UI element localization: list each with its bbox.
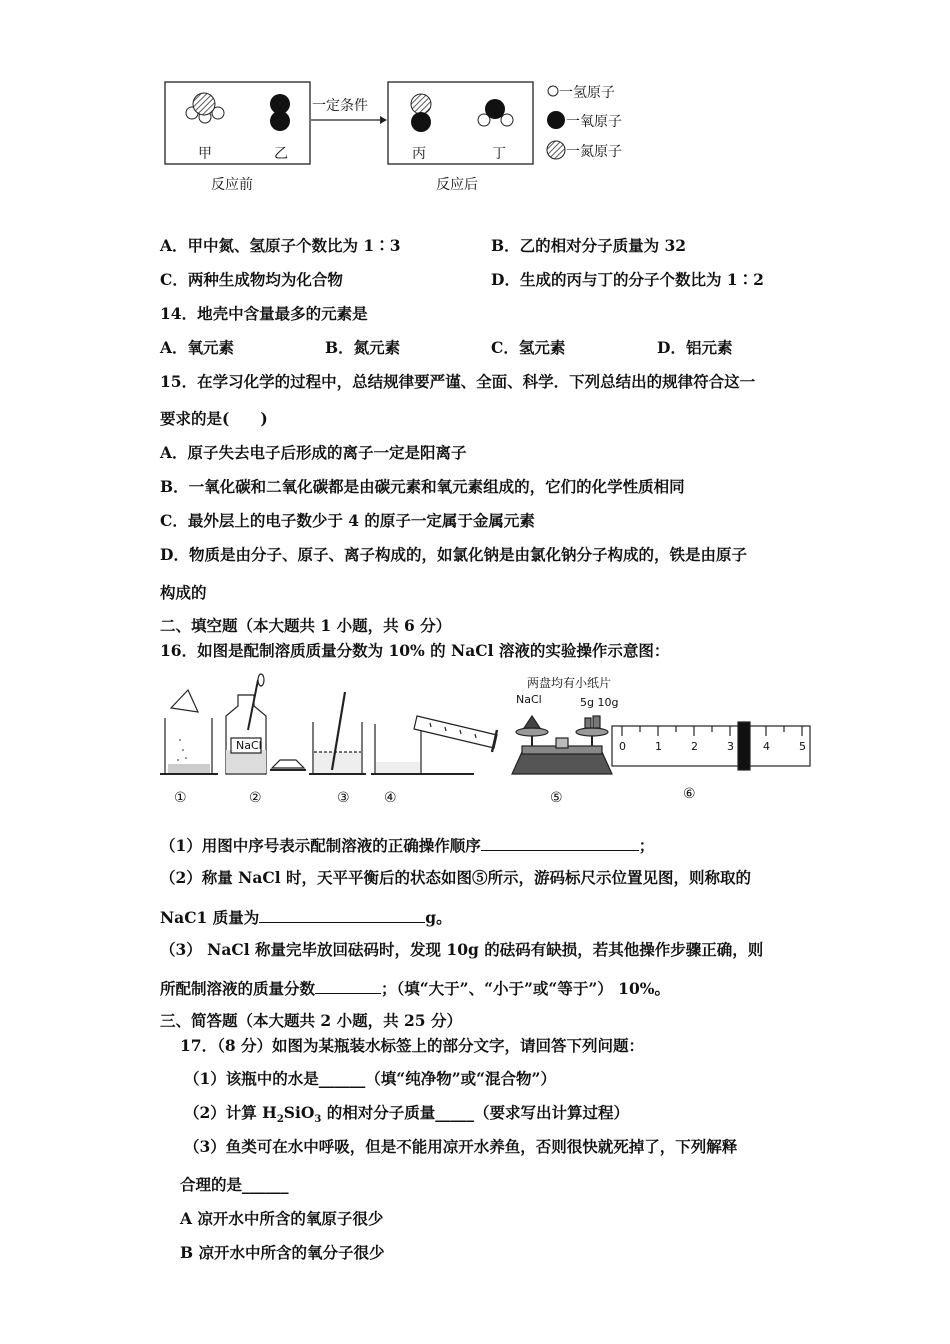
ruler-tick-4: 4	[763, 740, 770, 753]
label-jia: 甲	[198, 146, 212, 162]
q15-option-b: B．一氧化碳和二氧化碳都是由碳元素和氧元素组成的，它们的化学性质相同	[160, 477, 685, 496]
q15-option-a: A．原子失去电子后形成的离子一定是阳离子	[160, 443, 467, 462]
q13-option-b: B．乙的相对分子质量为 32	[491, 236, 687, 255]
balance-note: 两盘均有小纸片	[527, 676, 612, 690]
weights-label: 5g 10g	[580, 696, 619, 709]
q16-part2-line2: NaC1 质量为 g。	[160, 908, 452, 927]
label-bing: 丙	[412, 146, 426, 162]
before-caption: 反应前	[211, 177, 253, 193]
q16-part2-line1: （2）称量 NaCl 时，天平平衡后的状态如图⑤所示，游码标尺示位置见图，则称取的	[160, 868, 752, 887]
q13-option-c: C．两种生成物均为化合物	[160, 270, 343, 289]
q13-option-a: A．甲中氮、氢原子个数比为 1∶3	[160, 236, 401, 255]
q15-option-c: C．最外层上的电子数少于 4 的原子一定属于金属元素	[160, 511, 535, 530]
legend-nitrogen: 一氮原子	[566, 144, 622, 160]
arrow-condition: 一定条件	[312, 98, 368, 114]
q16-part3-line1: （3） NaCl 称量完毕放回砝码时，发现 10g 的砝码有缺损，若其他操作步骤正确，则	[160, 940, 764, 959]
q16-part1-blank[interactable]	[481, 834, 639, 851]
step-label-5: ⑤	[550, 790, 563, 806]
ruler-tick-5: 5	[799, 740, 806, 753]
q17-part1: （1）该瓶中的水是______（填“纯净物”或“混合物”）	[184, 1069, 556, 1088]
ruler-tick-1: 1	[655, 740, 662, 753]
ruler-tick-2: 2	[691, 740, 698, 753]
section3-heading: 三、简答题（本大题共 2 小题，共 25 分）	[160, 1011, 462, 1030]
q17-part3-line2: 合理的是______	[180, 1175, 289, 1194]
q15-stem-line2: 要求的是( )	[160, 409, 268, 428]
step-label-4: ④	[384, 790, 397, 806]
q17-stem: 17．（8 分）如图为某瓶装水标签上的部分文字，请回答下列问题：	[180, 1036, 645, 1055]
beaker-4	[371, 716, 497, 774]
q16-part1: （1）用图中序号表示配制溶液的正确操作顺序 ；	[160, 836, 655, 855]
q17-part2: （2）计算 $H_2SiO_3$ 的相对分子质量_____（要求写出计算过程）	[184, 1103, 630, 1126]
q14-option-a: A．氧元素	[160, 338, 235, 357]
q16-part3-blank[interactable]	[315, 977, 381, 994]
q15-option-d-line2: 构成的	[160, 583, 207, 602]
q14-option-c: C．氢元素	[491, 338, 566, 357]
step-label-3: ③	[337, 790, 350, 806]
legend-oxygen: 一氧原子	[566, 114, 622, 130]
rider-ruler	[612, 722, 810, 770]
q16-part2-blank[interactable]	[259, 906, 425, 923]
q14-option-b: B．氮元素	[325, 338, 401, 357]
legend-hydrogen: 一氢原子	[559, 85, 615, 101]
q17-option-b: B 凉开水中所含的氧分子很少	[180, 1243, 385, 1262]
rider-marker	[738, 722, 750, 770]
q14-stem: 14．地壳中含量最多的元素是	[160, 304, 368, 323]
q13-option-d: D．生成的丙与丁的分子个数比为 1∶2	[491, 270, 764, 289]
q17-option-a: A 凉开水中所含的氧原子很少	[180, 1209, 384, 1228]
after-caption: 反应后	[436, 177, 478, 193]
solid-particles	[168, 739, 210, 773]
q15-option-d-line1: D．物质是由分子、原子、离子构成的，如氯化钠是由氯化钠分子构成的，铁是由原子	[160, 545, 747, 564]
ruler-tick-3: 3	[727, 740, 734, 753]
q16-stem: 16．如图是配制溶质质量分数为 10% 的 NaCl 溶液的实验操作示意图：	[160, 641, 670, 660]
label-ding: 丁	[492, 146, 506, 162]
bottle-label: NaCl	[236, 739, 262, 752]
label-yi: 乙	[274, 146, 288, 162]
q16-part3-line2: 所配制溶液的质量分数 ；（填“大于”、“小于”或“等于”） 10%。	[160, 979, 670, 998]
balance	[512, 716, 612, 774]
nacl-pan-label: NaCl	[516, 693, 542, 706]
beaker-1	[160, 690, 218, 774]
q17-part3-line1: （3）鱼类可在水中呼吸，但是不能用凉开水养鱼，否则很快就死掉了，下列解释	[184, 1137, 738, 1156]
beaker-3	[309, 692, 366, 774]
step-label-2: ②	[249, 790, 262, 806]
section2-heading: 二、填空题（本大题共 1 小题，共 6 分）	[160, 616, 452, 635]
q14-option-d: D．铝元素	[657, 338, 733, 357]
step-label-6: ⑥	[683, 786, 696, 802]
ruler-tick-0: 0	[619, 740, 626, 753]
reagent-bottle	[226, 674, 306, 774]
q15-stem-line1: 15．在学习化学的过程中，总结规律要严谨、全面、科学．下列总结出的规律符合这一	[160, 372, 756, 391]
step-label-1: ①	[174, 790, 187, 806]
